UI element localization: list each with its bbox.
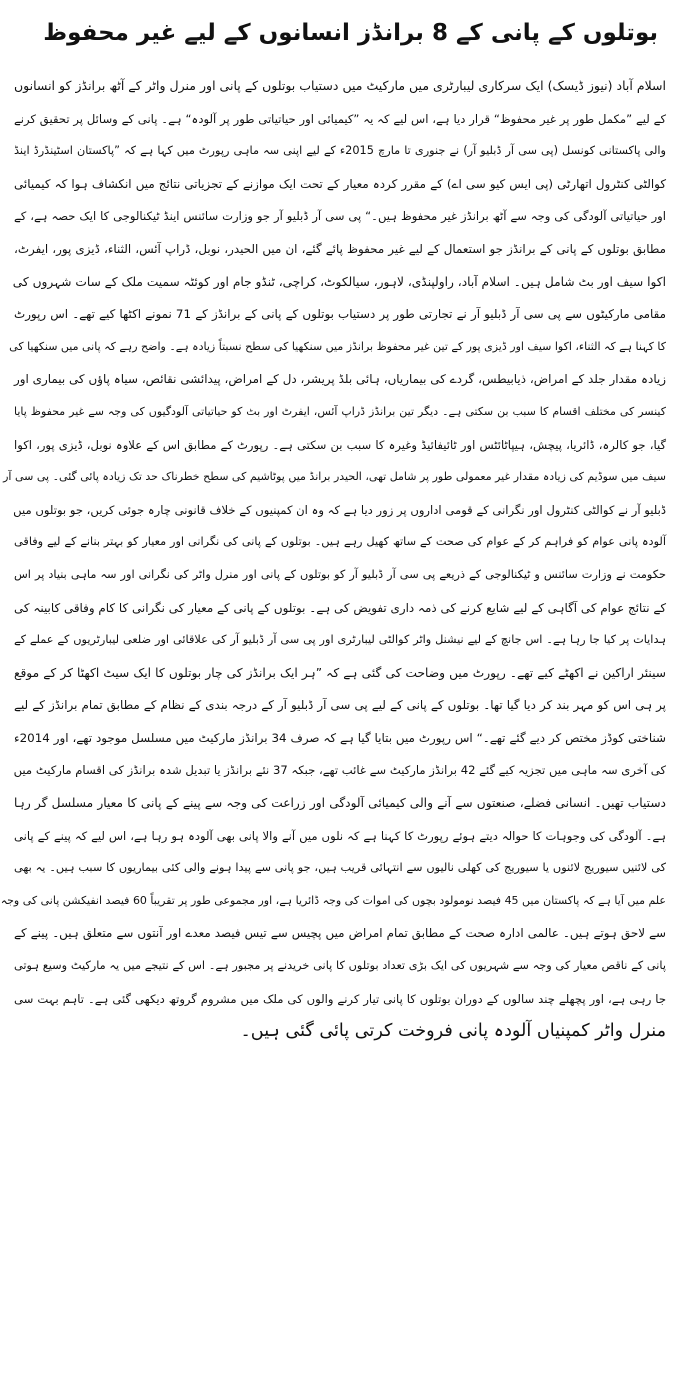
article-line: زیادہ مقدار جلد کے امراض، ذیابیطس، گردے کی بیماریاں، ہائی بلڈ پریشر، دل کے امراض، پیدائشی نقائص، سیاہ پاؤں کی بیماری اور [14, 372, 666, 387]
article-line: مقامی مارکیٹوں سے پی سی آر ڈبلیو آر نے تجارتی طور پر دستیاب بوتلوں کے پانی کے برانڈز کے 71 نمونے اکٹھا کیے تھے۔ اس رپورٹ [14, 307, 667, 322]
article-line: ہدایات پر کیا جا رہا ہے۔ اس جانچ کے لیے نیشنل واٹر کوالٹی لیبارٹری اور پی سی آر ڈبلیو آر کی علاقائی اور ضلعی لیبارٹریوں کے عملے کے [14, 633, 666, 647]
article-line: حکومت نے وزارت سائنس و ٹیکنالوجی کے ذریعے پی سی آر ڈبلیو آر کو بوتلوں کے پانی اور منرل واٹر کی نگرانی اور سہ ماہی بنیاد پر اس [14, 567, 666, 581]
article-line: دستیاب تھیں۔ انسانی فضلے، صنعتوں سے آنے والی کیمیائی آلودگی اور زراعت کی وجہ سے پینے کے پانی کا معیار مسلسل گر رہا [14, 796, 666, 811]
article-line: کا کہنا ہے کہ الثناء، اکوا سیف اور ڈیزی پور کے تین غیر محفوظ برانڈز میں سنکھیا کی سطح نسبتاً زیادہ ہے۔ واضح رہے کہ پانی میں سنکھیا کی [9, 339, 666, 353]
article-line: منرل واٹر کمپنیاں آلودہ پانی فروخت کرتی پائی گئی ہیں۔ [240, 1021, 666, 1042]
article-line: علم میں آیا ہے کہ پاکستان میں 45 فیصد نومولود بچوں کی اموات کی وجہ ڈائریا ہے، اور مجموعی طور پر تقریباً 60 فیصد انفیکشن پانی کی وجہ [0, 893, 666, 907]
article-line: کے نتائج عوام کی آگاہی کے لیے شایع کرنے کی ذمہ داری تفویض کی ہے۔ بوتلوں کے پانی کے معیار کی نگرانی کا کام وفاقی کابینہ کی [14, 600, 666, 615]
article-line: سے لاحق ہوتے ہیں۔ عالمی ادارہ صحت کے مطابق تمام امراض میں پچیس سے تیس فیصد معدے اور آنتوں سے متعلق ہیں۔ پینے کے [14, 926, 666, 941]
article-line: پر ہی اس کو مہر بند کر دیا گیا تھا۔ بوتلوں کے پانی کے لیے پی سی آر ڈبلیو آر کے درجہ بندی کے نظام کے مطابق تمام برانڈز کے لیے [14, 698, 666, 713]
article-line: اسلام آباد (نیوز ڈیسک) ایک سرکاری لیبارٹری میں مارکیٹ میں دستیاب بوتلوں کے پانی اور منرل واٹر کے آٹھ برانڈز کو انسانوں [14, 78, 666, 93]
article-line: جا رہی ہے، اور پچھلے چند سالوں کے دوران بوتلوں کا پانی تیار کرنے والوں کی ملک میں مشروم گروتھ دیکھی گئی ہے۔ تاہم بہت سی [14, 991, 666, 1006]
article-line: کی آخری سہ ماہی میں تجزیہ کیے گئے 42 برانڈز مارکیٹ سے غائب تھے، جبکہ 37 نئے برانڈز یا تبدیل شدہ برانڈز کی اقسام مارکیٹ میں [13, 763, 666, 778]
article-line: والی پاکستانی کونسل (پی سی آر ڈبلیو آر) نے جنوری تا مارچ 2015ء کے لیے اپنی سہ ماہی رپورٹ میں کہا ہے کہ ”پاکستان اسٹینڈرڈ اینڈ [14, 144, 666, 158]
article-line: کے لیے ”مکمل طور پر غیر محفوظ“ قرار دیا ہے، اس لیے کہ یہ ”کیمیائی اور حیاتیاتی طور پر آلودہ“ ہے۔ پانی کے وسائل پر تحقیق کرنے [14, 111, 666, 126]
article-line: سیف میں سوڈیم کی زیادہ مقدار غیر معمولی طور پر شامل تھی، الحیدر برانڈ میں پوٹاشیم کی سطح خطرناک حد تک زیادہ پائی گئی۔ پی سی آر [3, 470, 666, 484]
article-headline: بوتلوں کے پانی کے 8 برانڈز انسانوں کے لیے غیر محفوظ [43, 20, 658, 46]
article-line: کوالٹی کنٹرول اتھارٹی (پی ایس کیو سی اے) کے مقرر کردہ معیار کے تحت ایک موازنے کے تجزیاتی نتائج میں انکشاف ہوا کہ کیمیائی [14, 176, 666, 191]
article-line: ڈبلیو آر نے کوالٹی کنٹرول اور نگرانی کے قومی اداروں پر زور دیا ہے کہ وہ ان کمپنیوں کے خلاف قانونی چارہ جوئی کریں، جو بوتلوں میں [13, 502, 666, 517]
article-line: مطابق بوتلوں کے پانی کے برانڈز جو استعمال کے لیے غیر محفوظ پائے گئے، ان میں الحیدر، نوبل، ڈراپ آئس، الثناء، ڈیزی پور، ایفرٹ، [14, 241, 666, 256]
article-line: سینئر اراکین نے اکھٹے کیے تھے۔ رپورٹ میں وضاحت کی گئی ہے کہ ”ہر ایک برانڈز کی چار بوتلوں کا ایک سیٹ اکھٹا کر کے موقع [14, 665, 666, 680]
article-line: گیا، جو کالرہ، ڈائریا، پیچش، ہیپاٹائٹس اور ٹائیفائیڈ وغیرہ کا سبب بن سکتی ہے۔ رپورٹ کے مطابق اس کے علاوہ نوبل، ڈیزی پور، اکوا [14, 437, 666, 452]
article-line: کینسر کی مختلف اقسام کا سبب بن سکتی ہے۔ دیگر تین برانڈز ڈراپ آئس، ایفرٹ اور بٹ کو حیاتیاتی آلودگیوں کی وجہ سے غیر محفوظ پایا [14, 404, 666, 418]
article-line: آلودہ پانی عوام کو فراہم کر کے عوام کی صحت کے ساتھ کھیل رہے ہیں۔ بوتلوں کے پانی کی نگرانی اور معیار کو بہتر بنانے کے لیے وفاقی [14, 535, 666, 549]
article-line: شناختی کوڈز مختص کر دیے گئے تھے۔“ اس رپورٹ میں بتایا گیا ہے کہ صرف 34 برانڈز مارکیٹ میں مسلسل موجود تھے، اور 2014ء [14, 730, 666, 745]
article-line: کی لائنیں سیوریج لائنوں یا سیوریج کی کھلی نالیوں سے انتہائی قریب ہیں، جو پانی سے پیدا ہونے والی کئی بیماریوں کا سبب ہیں۔ یہ بھی [14, 861, 666, 875]
article-body [0, 70, 667, 1048]
article-line: اکوا سیف اور بٹ شامل ہیں۔ اسلام آباد، راولپنڈی، لاہور، سیالکوٹ، کراچی، ٹنڈو جام اور کوئٹہ سمیت ملک کے سات شہروں کی [12, 274, 666, 289]
article-line: ہے۔ آلودگی کی وجوہات کا حوالہ دیتے ہوئے رپورٹ کا کہنا ہے کہ نلوں میں آنے والا پانی بھی آلودہ ہو رہا ہے، اس لیے کہ پینے کے پانی [14, 828, 666, 843]
article-line: اور حیاتیاتی آلودگی کی وجہ سے آٹھ برانڈز غیر محفوظ ہیں۔“ پی سی آر ڈبلیو آر جو وزارت سائنس اینڈ ٹیکنالوجی کا ایک حصہ ہے، کے [14, 209, 666, 224]
article-line: پانی کے ناقص معیار کی وجہ سے شہریوں کی ایک بڑی تعداد بوتلوں کا پانی خریدنے پر مجبور ہے۔ اس کے نتیجے میں یہ مارکیٹ وسیع ہوتی [14, 959, 666, 973]
